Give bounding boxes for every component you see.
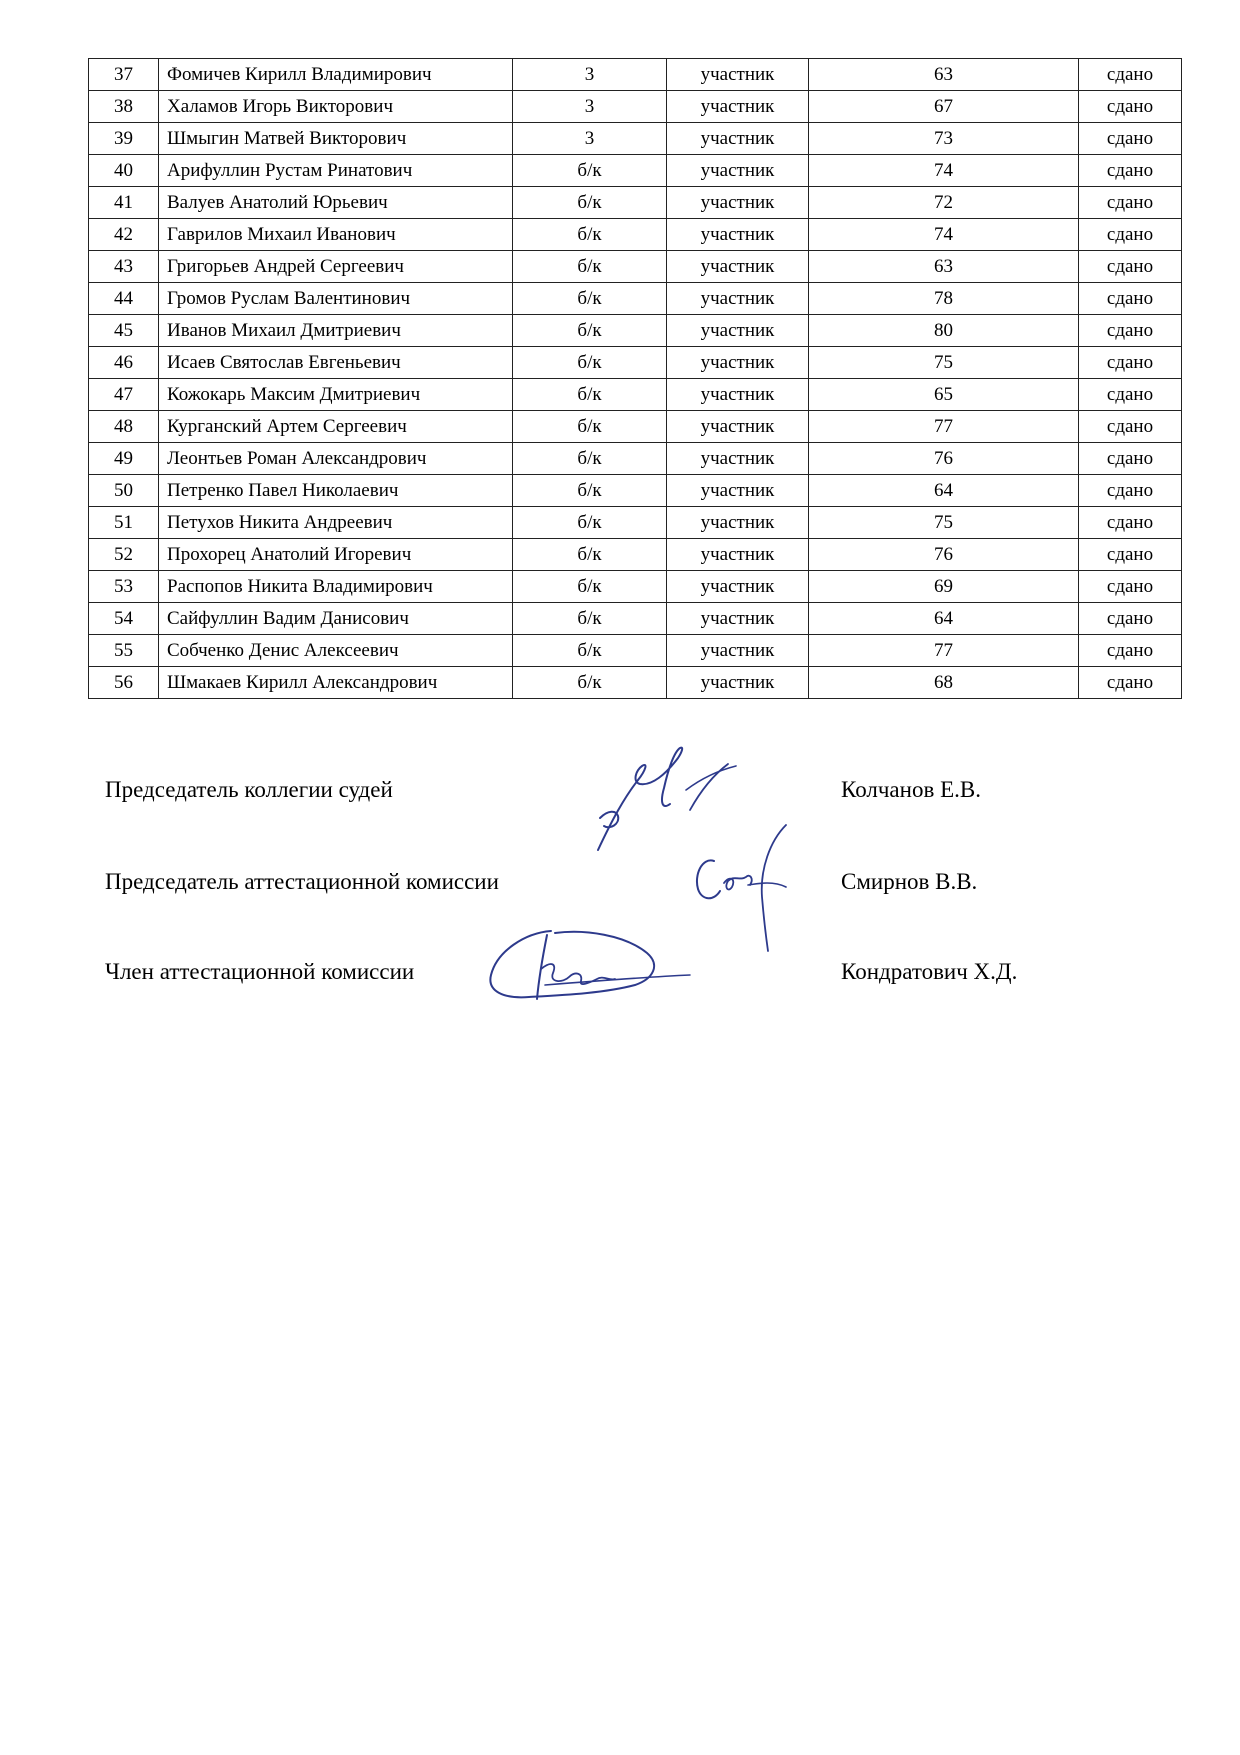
table-row <box>89 283 1182 315</box>
table-row <box>89 347 1182 379</box>
table-row <box>89 411 1182 443</box>
participant-name: Петухов Никита Андреевич <box>159 507 513 539</box>
participant-score: 73 <box>809 123 1079 155</box>
table-row <box>89 379 1182 411</box>
table-row <box>89 251 1182 283</box>
participant-category: б/к <box>513 187 667 219</box>
table-row <box>89 123 1182 155</box>
handwritten-signature-3 <box>485 925 695 1015</box>
table-row <box>89 59 1182 91</box>
participant-result: сдано <box>1079 59 1182 91</box>
participant-role: участник <box>667 187 809 219</box>
participant-role: участник <box>667 379 809 411</box>
row-number: 51 <box>89 507 159 539</box>
participant-score: 68 <box>809 667 1079 699</box>
participant-role: участник <box>667 475 809 507</box>
table-row <box>89 635 1182 667</box>
participant-role: участник <box>667 635 809 667</box>
table-row <box>89 155 1182 187</box>
participant-result: сдано <box>1079 443 1182 475</box>
participant-name: Леонтьев Роман Александрович <box>159 443 513 475</box>
participant-score: 63 <box>809 59 1079 91</box>
table-row <box>89 443 1182 475</box>
row-number: 42 <box>89 219 159 251</box>
participant-name: Петренко Павел Николаевич <box>159 475 513 507</box>
participant-name: Исаев Святослав Евгеньевич <box>159 347 513 379</box>
table-row <box>89 219 1182 251</box>
participant-result: сдано <box>1079 603 1182 635</box>
participant-score: 76 <box>809 539 1079 571</box>
participant-result: сдано <box>1079 507 1182 539</box>
participant-role: участник <box>667 507 809 539</box>
participant-score: 67 <box>809 91 1079 123</box>
participant-result: сдано <box>1079 123 1182 155</box>
participant-category: б/к <box>513 635 667 667</box>
row-number: 49 <box>89 443 159 475</box>
signature-title: Член аттестационной комиссии <box>105 959 415 984</box>
participant-role: участник <box>667 59 809 91</box>
participant-name: Распопов Никита Владимирович <box>159 571 513 603</box>
participant-category: б/к <box>513 251 667 283</box>
participant-role: участник <box>667 91 809 123</box>
participant-category: б/к <box>513 667 667 699</box>
participant-role: участник <box>667 219 809 251</box>
participant-name: Гаврилов Михаил Иванович <box>159 219 513 251</box>
participant-score: 64 <box>809 475 1079 507</box>
participant-score: 65 <box>809 379 1079 411</box>
row-number: 52 <box>89 539 159 571</box>
results-table <box>88 58 1182 699</box>
signature-row-chair-judges <box>0 773 1240 843</box>
participant-score: 69 <box>809 571 1079 603</box>
results-table-body <box>89 59 1182 699</box>
signature-name: Колчанов Е.В. <box>841 777 981 802</box>
participant-role: участник <box>667 155 809 187</box>
participant-score: 75 <box>809 507 1079 539</box>
row-number: 47 <box>89 379 159 411</box>
row-number: 39 <box>89 123 159 155</box>
participant-name: Кожокарь Максим Дмитриевич <box>159 379 513 411</box>
participant-result: сдано <box>1079 379 1182 411</box>
participant-name: Валуев Анатолий Юрьевич <box>159 187 513 219</box>
participant-score: 77 <box>809 635 1079 667</box>
table-row <box>89 603 1182 635</box>
participant-score: 80 <box>809 315 1079 347</box>
table-row <box>89 187 1182 219</box>
signature-name: Кондратович Х.Д. <box>841 959 1018 984</box>
participant-result: сдано <box>1079 635 1182 667</box>
participant-result: сдано <box>1079 315 1182 347</box>
participant-category: 3 <box>513 123 667 155</box>
participant-result: сдано <box>1079 347 1182 379</box>
row-number: 37 <box>89 59 159 91</box>
participant-role: участник <box>667 315 809 347</box>
row-number: 55 <box>89 635 159 667</box>
participant-role: участник <box>667 347 809 379</box>
participant-category: 3 <box>513 59 667 91</box>
row-number: 45 <box>89 315 159 347</box>
participant-category: б/к <box>513 379 667 411</box>
participant-result: сдано <box>1079 283 1182 315</box>
participant-name: Иванов Михаил Дмитриевич <box>159 315 513 347</box>
row-number: 48 <box>89 411 159 443</box>
participant-result: сдано <box>1079 219 1182 251</box>
participant-score: 63 <box>809 251 1079 283</box>
participant-role: участник <box>667 539 809 571</box>
participant-result: сдано <box>1079 571 1182 603</box>
participant-score: 74 <box>809 155 1079 187</box>
signature-row-member-commission <box>0 955 1240 1025</box>
row-number: 56 <box>89 667 159 699</box>
participant-category: 3 <box>513 91 667 123</box>
row-number: 40 <box>89 155 159 187</box>
participant-role: участник <box>667 123 809 155</box>
participant-score: 76 <box>809 443 1079 475</box>
table-row <box>89 539 1182 571</box>
row-number: 53 <box>89 571 159 603</box>
row-number: 50 <box>89 475 159 507</box>
participant-category: б/к <box>513 283 667 315</box>
participant-name: Собченко Денис Алексеевич <box>159 635 513 667</box>
participant-category: б/к <box>513 507 667 539</box>
participant-role: участник <box>667 603 809 635</box>
participant-role: участник <box>667 283 809 315</box>
row-number: 43 <box>89 251 159 283</box>
participant-role: участник <box>667 667 809 699</box>
participant-result: сдано <box>1079 187 1182 219</box>
table-row <box>89 571 1182 603</box>
participant-name: Шмакаев Кирилл Александрович <box>159 667 513 699</box>
participant-result: сдано <box>1079 155 1182 187</box>
participant-result: сдано <box>1079 251 1182 283</box>
row-number: 44 <box>89 283 159 315</box>
participant-result: сдано <box>1079 475 1182 507</box>
participant-name: Григорьев Андрей Сергеевич <box>159 251 513 283</box>
handwritten-signature-2 <box>690 817 800 957</box>
participant-score: 72 <box>809 187 1079 219</box>
participant-name: Прохорец Анатолий Игоревич <box>159 539 513 571</box>
participant-name: Халамов Игорь Викторович <box>159 91 513 123</box>
row-number: 54 <box>89 603 159 635</box>
table-row <box>89 91 1182 123</box>
participant-result: сдано <box>1079 91 1182 123</box>
participant-category: б/к <box>513 475 667 507</box>
signature-name: Смирнов В.В. <box>841 869 978 894</box>
participant-role: участник <box>667 443 809 475</box>
signature-title: Председатель аттестационной комиссии <box>105 869 499 894</box>
participant-category: б/к <box>513 155 667 187</box>
participant-role: участник <box>667 571 809 603</box>
participant-name: Громов Руслам Валентинович <box>159 283 513 315</box>
participant-score: 64 <box>809 603 1079 635</box>
table-row <box>89 667 1182 699</box>
participant-name: Шмыгин Матвей Викторович <box>159 123 513 155</box>
table-row <box>89 507 1182 539</box>
participant-category: б/к <box>513 315 667 347</box>
participant-result: сдано <box>1079 667 1182 699</box>
participant-result: сдано <box>1079 411 1182 443</box>
participant-name: Сайфуллин Вадим Данисович <box>159 603 513 635</box>
participant-score: 75 <box>809 347 1079 379</box>
participant-category: б/к <box>513 571 667 603</box>
participant-category: б/к <box>513 539 667 571</box>
table-row <box>89 475 1182 507</box>
participant-name: Курганский Артем Сергеевич <box>159 411 513 443</box>
participant-score: 78 <box>809 283 1079 315</box>
participant-category: б/к <box>513 603 667 635</box>
participant-score: 77 <box>809 411 1079 443</box>
row-number: 38 <box>89 91 159 123</box>
participant-score: 74 <box>809 219 1079 251</box>
participant-role: участник <box>667 251 809 283</box>
participant-category: б/к <box>513 443 667 475</box>
participant-category: б/к <box>513 411 667 443</box>
participant-name: Арифуллин Рустам Ринатович <box>159 155 513 187</box>
participant-role: участник <box>667 411 809 443</box>
participant-category: б/к <box>513 219 667 251</box>
table-row <box>89 315 1182 347</box>
row-number: 41 <box>89 187 159 219</box>
signature-title: Председатель коллегии судей <box>105 777 393 802</box>
row-number: 46 <box>89 347 159 379</box>
participant-result: сдано <box>1079 539 1182 571</box>
participant-category: б/к <box>513 347 667 379</box>
participant-name: Фомичев Кирилл Владимирович <box>159 59 513 91</box>
